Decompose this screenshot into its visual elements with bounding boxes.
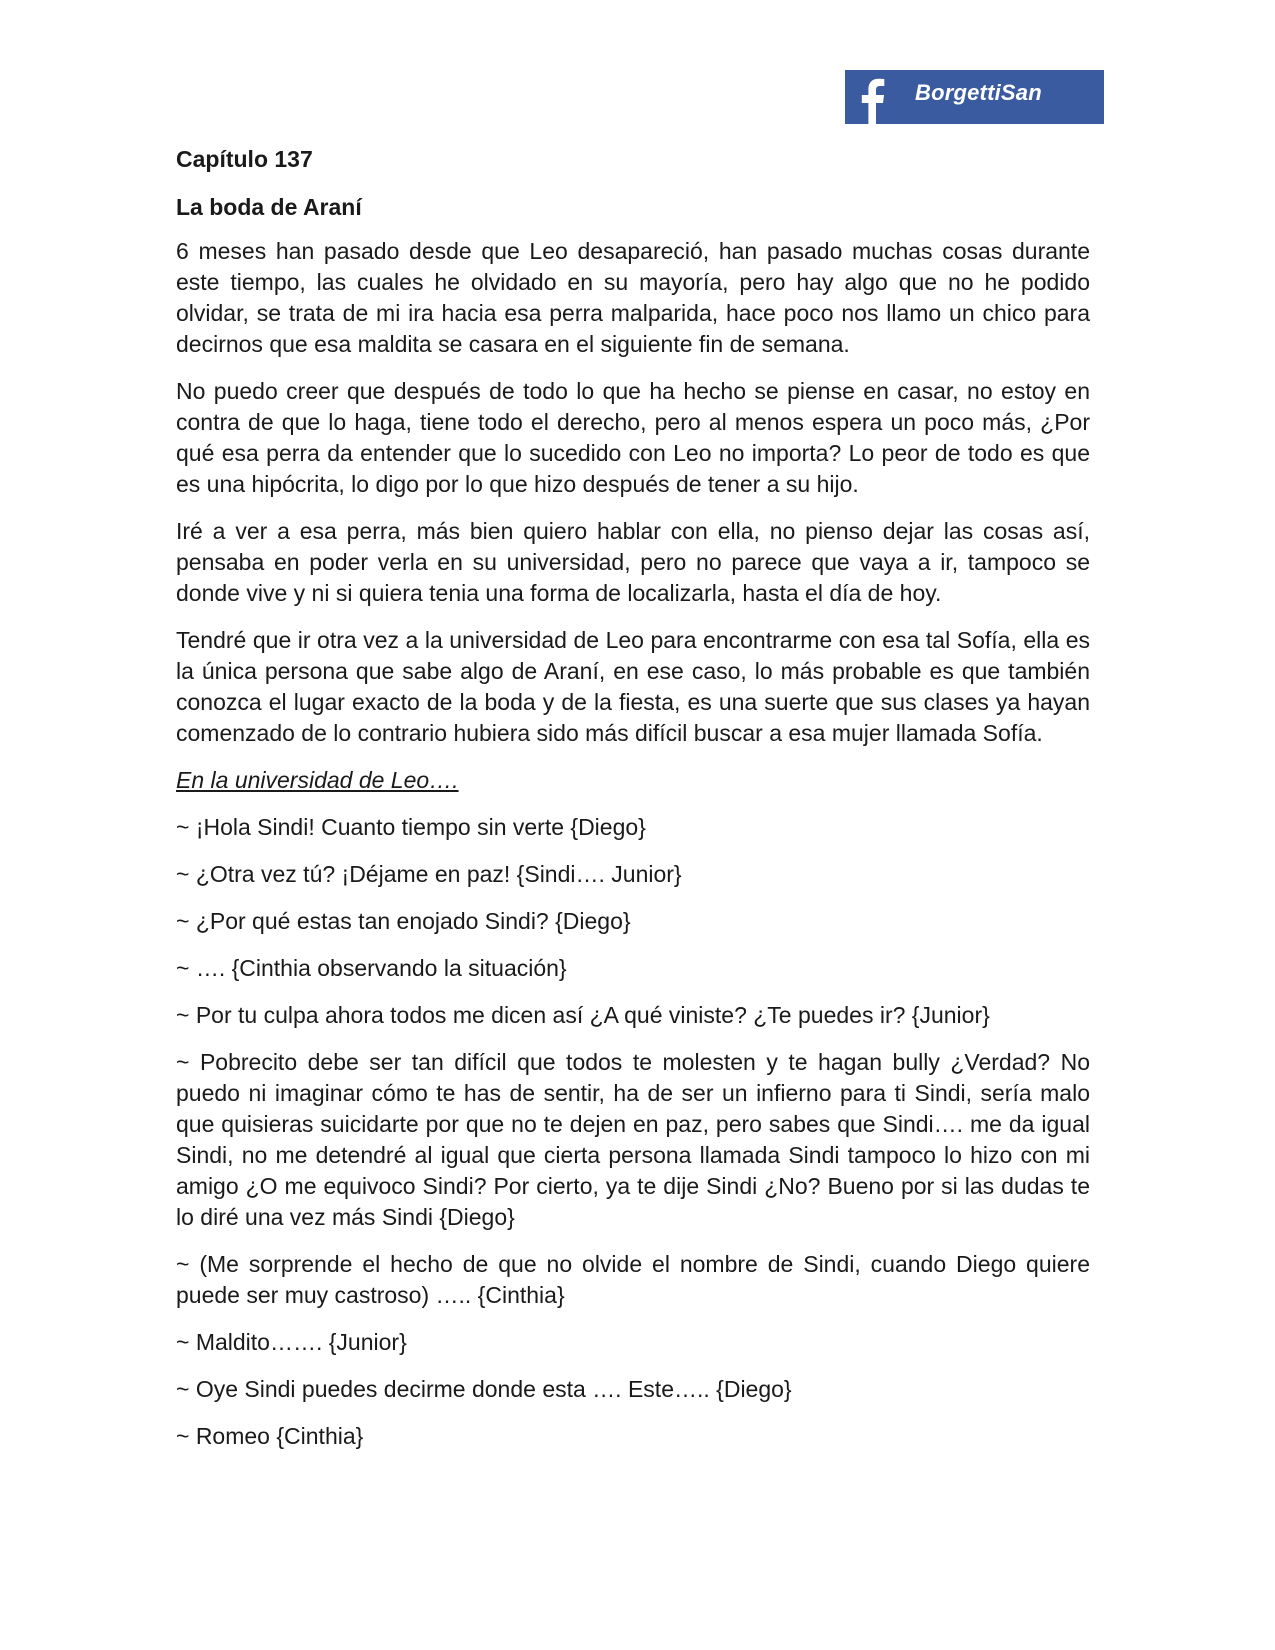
dialogue-line: ~ Oye Sindi puedes decirme donde esta …. Este….. {Diego} <box>176 1376 792 1402</box>
facebook-f-icon <box>845 70 899 124</box>
dialogue-line: ~ Romeo {Cinthia} <box>176 1423 364 1449</box>
dialogue-line: ~ ¡Hola Sindi! Cuanto tiempo sin verte {Diego} <box>176 814 646 840</box>
dialogue-line: ~ ¿Por qué estas tan enojado Sindi? {Diego} <box>176 908 631 934</box>
dialogue-line: ~ Por tu culpa ahora todos me dicen así ¿A qué viniste? ¿Te puedes ir? {Junior} <box>176 1002 990 1028</box>
dialogue-line: ~ …. {Cinthia observando la situación} <box>176 955 567 981</box>
facebook-badge[interactable] <box>845 70 1104 124</box>
dialogue-line: ~ Pobrecito debe ser tan difícil que todos te molesten y te hagan bully ¿Verdad? No puedo ni imaginar cómo te has de sentir, ha de ser un infierno para ti Sindi, sería malo que quisieras suicidarte por que no te dejen en paz, pero sabes que Sindi…. me da igual Sindi, no me detendré al igual que cierta persona llamada Sindi tampoco lo hizo con mi amigo ¿O me equivoco Sindi? Por cierto, ya te dije Sindi ¿No? Bueno por si las dudas te lo diré una vez más Sindi {Diego} <box>176 1049 1090 1230</box>
dialogue-line: ~ ¿Otra vez tú? ¡Déjame en paz! {Sindi…. Junior} <box>176 861 682 887</box>
scene-heading: En la universidad de Leo…. <box>176 767 459 793</box>
dialogue-line: ~ Maldito……. {Junior} <box>176 1329 407 1355</box>
paragraph: 6 meses han pasado desde que Leo desapareció, han pasado muchas cosas durante este tiempo, las cuales he olvidado en su mayoría, pero hay algo que no he podido olvidar, se trata de mi ira hacia esa perra malparida, hace poco nos llamo un chico para decirnos que esa maldita se casara en el siguiente fin de semana. <box>176 238 1090 357</box>
paragraph: Iré a ver a esa perra, más bien quiero hablar con ella, no pienso dejar las cosas así, pensaba en poder verla en su universidad, pero no parece que vaya a ir, tampoco se donde vive y ni si quiera tenia una forma de localizarla, hasta el día de hoy. <box>176 518 1090 606</box>
chapter-title-heading: La boda de Araní <box>176 194 362 220</box>
paragraph: Tendré que ir otra vez a la universidad de Leo para encontrarme con esa tal Sofía, ella es la única persona que sabe algo de Araní, en ese caso, lo más probable es que también conozca el lugar exacto de la boda y de la fiesta, es una suerte que sus clases ya hayan comenzado de lo contrario hubiera sido más difícil buscar a esa mujer llamada Sofía. <box>176 627 1090 746</box>
chapter-number-heading: Capítulo 137 <box>176 146 313 172</box>
dialogue-line: ~ (Me sorprende el hecho de que no olvide el nombre de Sindi, cuando Diego quiere puede ser muy castroso) ….. {Cinthia} <box>176 1251 1090 1308</box>
paragraph: No puedo creer que después de todo lo que ha hecho se piense en casar, no estoy en contra de que lo haga, tiene todo el derecho, pero al menos espera un poco más, ¿Por qué esa perra da entender que lo sucedido con Leo no importa? Lo peor de todo es que es una hipócrita, lo digo por lo que hizo después de tener a su hijo. <box>176 378 1090 497</box>
page-name-label: BorgettiSan <box>915 80 1042 105</box>
document-page <box>176 144 1090 1468</box>
